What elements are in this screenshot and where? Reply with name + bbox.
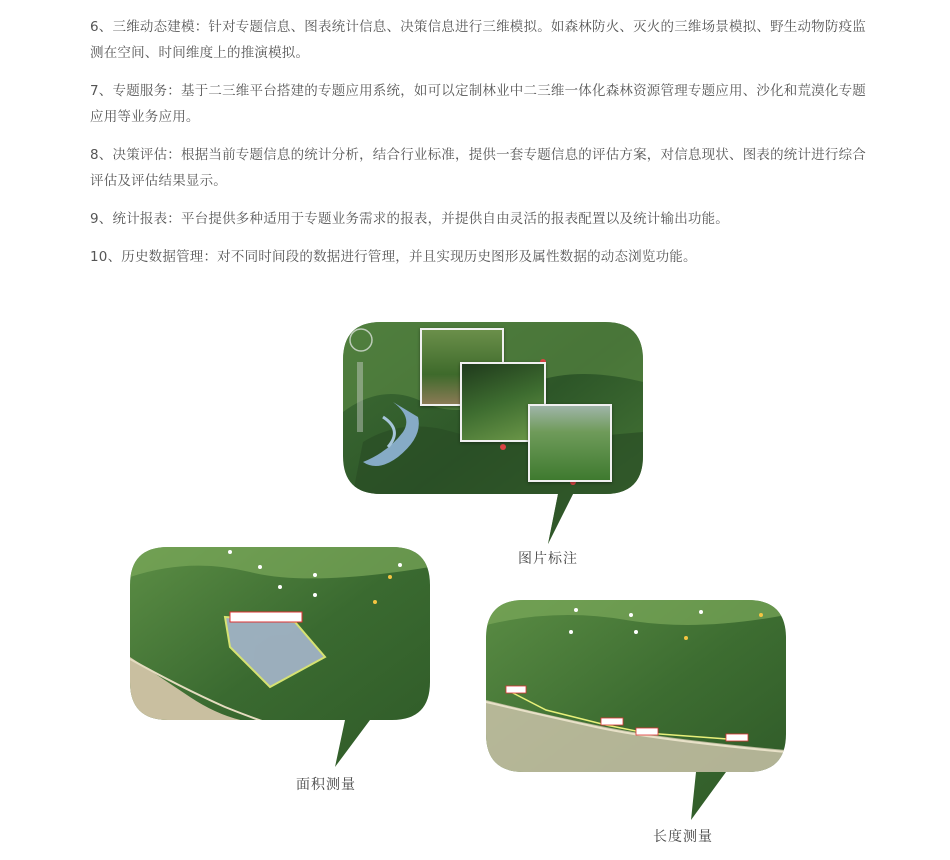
caption-length-measure: 长度测量 <box>653 829 713 845</box>
feature-item-6: 6、三维动态建模：针对专题信息、图表统计信息、决策信息进行三维模拟。如森林防火、灭火的三维场景模拟、野生动物防疫监测在空间、时间维度上的推演模拟。 <box>90 19 866 61</box>
caption-photo-annotation: 图片标注 <box>518 551 578 567</box>
feature-list <box>90 14 870 282</box>
mountain-valley-photo <box>528 404 612 482</box>
length-measure-bubble <box>486 600 786 820</box>
area-measure-bubble <box>130 547 430 767</box>
feature-item-8: 8、决策评估：根据当前专题信息的统计分析，结合行业标准，提供一套专题信息的评估方案，对信息现状、图表的统计进行综合评估及评估结果显示。 <box>90 147 866 189</box>
feature-item-10: 10、历史数据管理：对不同时间段的数据进行管理，并且实现历史图形及属性数据的动态浏览功能。 <box>90 249 697 265</box>
feature-item-9: 9、统计报表：平台提供多种适用于专题业务需求的报表，并提供自由灵活的报表配置以及统计输出功能。 <box>90 211 729 227</box>
photo-annotation-bubble <box>343 322 643 544</box>
feature-item-7: 7、专题服务：基于二三维平台搭建的专题应用系统，如可以定制林业中二三维一体化森林资源管理专题应用、沙化和荒漠化专题应用等业务应用。 <box>90 83 866 125</box>
area-measure-scene <box>130 547 430 767</box>
length-measure-scene <box>486 600 786 820</box>
caption-area-measure: 面积测量 <box>296 777 356 793</box>
